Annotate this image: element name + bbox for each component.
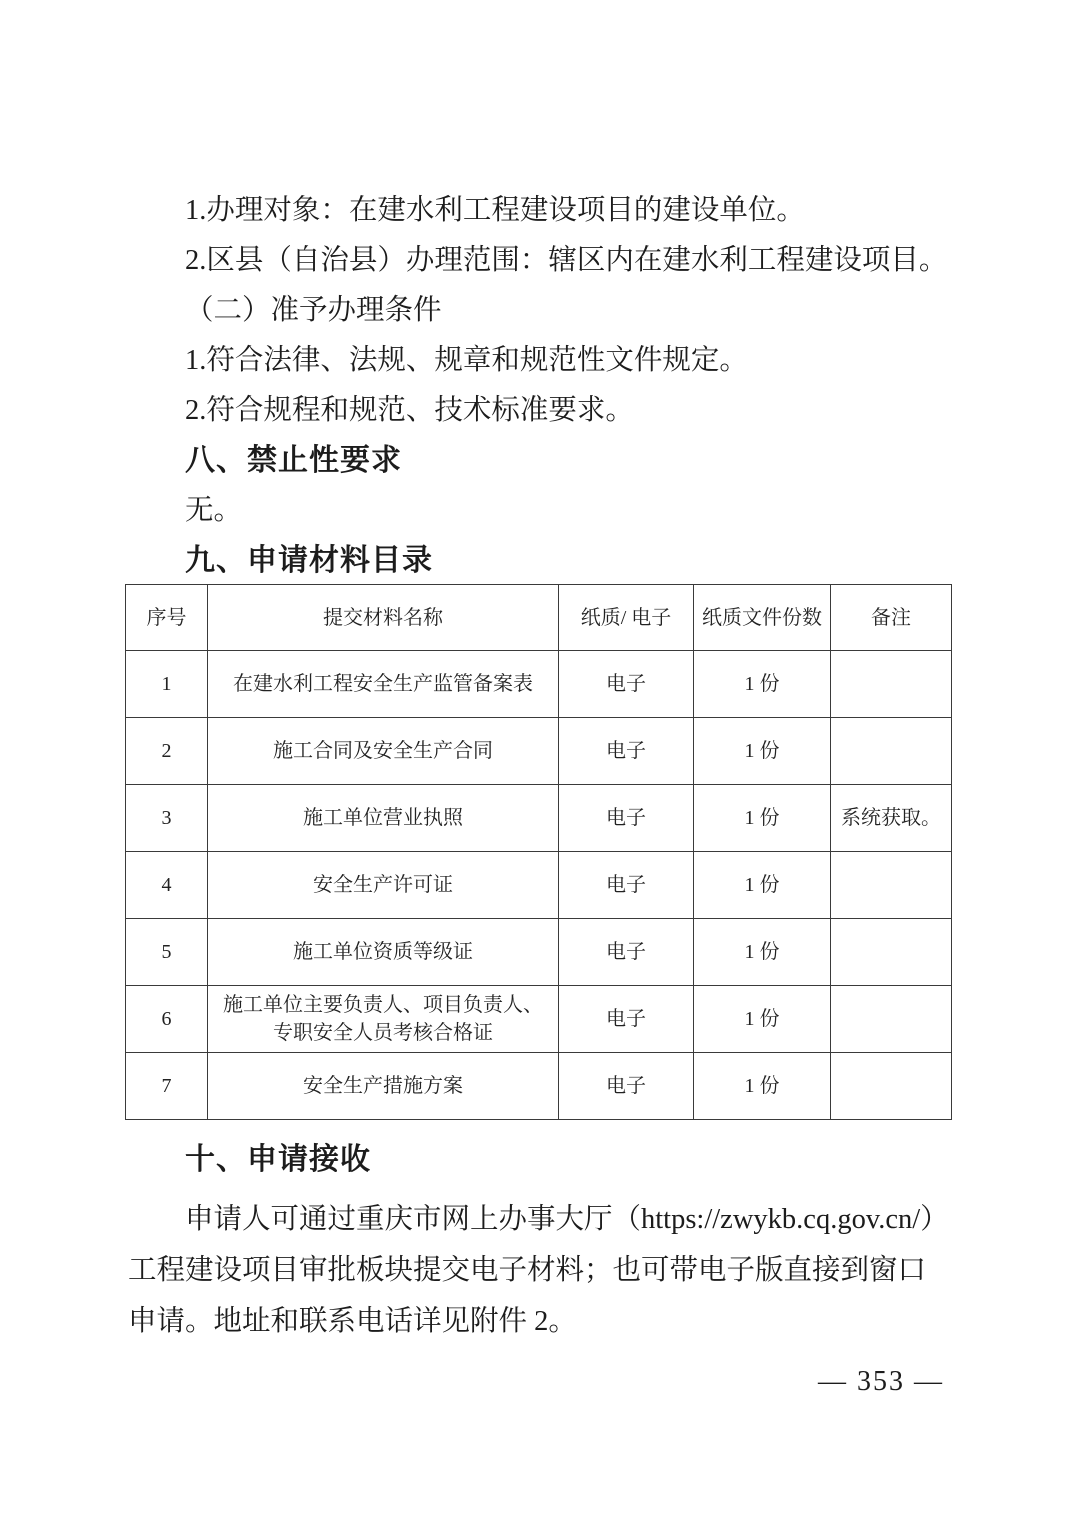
cell-number: 7: [126, 1053, 208, 1120]
cell-copies: 1 份: [694, 1053, 831, 1120]
cell-remark: [831, 651, 952, 718]
cell-number: 6: [126, 986, 208, 1053]
table-row: [126, 986, 952, 1053]
table-row: [126, 785, 952, 852]
table-row: [126, 1053, 952, 1120]
cell-number: 4: [126, 852, 208, 919]
cell-medium: 电子: [559, 986, 694, 1053]
cell-remark: [831, 919, 952, 986]
heading-section-8-prohibitions: 八、禁止性要求: [185, 444, 402, 477]
cell-copies: 1 份: [694, 718, 831, 785]
cell-medium: 电子: [559, 718, 694, 785]
cell-remark: [831, 1053, 952, 1120]
cell-name: 安全生产许可证: [208, 852, 559, 919]
cell-number: 2: [126, 718, 208, 785]
cell-medium: 电子: [559, 919, 694, 986]
page-number: — 353 —: [818, 1366, 944, 1397]
paragraph-application-channel-line-2: 工程建设项目审批板块提交电子材料；也可带电子版直接到窗口: [128, 1255, 927, 1286]
paragraph-handling-target: 1.办理对象：在建水利工程建设项目的建设单位。: [185, 195, 805, 226]
section-10-block: [128, 1135, 954, 1347]
paragraph-condition-2: 2.符合规程和规范、技术标准要求。: [185, 395, 634, 426]
cell-remark: [831, 986, 952, 1053]
table-row: [126, 919, 952, 986]
header-cell-medium: 纸质/ 电子: [559, 585, 694, 651]
header-cell-number: 序号: [126, 585, 208, 651]
paragraph-district-scope: 2.区县（自治县）办理范围：辖区内在建水利工程建设项目。: [185, 245, 948, 276]
subheading-approval-conditions: （二）准予办理条件: [185, 295, 442, 326]
cell-remark: [831, 852, 952, 919]
header-cell-remark: 备注: [831, 585, 952, 651]
table-header-row: [126, 585, 952, 651]
header-cell-name: 提交材料名称: [208, 585, 559, 651]
cell-remark: 系统获取。: [831, 785, 952, 852]
cell-medium: 电子: [559, 1053, 694, 1120]
cell-copies: 1 份: [694, 919, 831, 986]
cell-name: 施工单位主要负责人、项目负责人、专职安全人员考核合格证: [208, 986, 559, 1053]
cell-copies: 1 份: [694, 785, 831, 852]
cell-number: 3: [126, 785, 208, 852]
table-row: [126, 852, 952, 919]
cell-remark: [831, 718, 952, 785]
body-text-block: [128, 186, 954, 586]
header-cell-copies: 纸质文件份数: [694, 585, 831, 651]
heading-section-9-materials: 九、申请材料目录: [185, 544, 433, 577]
cell-name: 施工单位营业执照: [208, 785, 559, 852]
cell-number: 1: [126, 651, 208, 718]
paragraph-none: 无。: [185, 495, 243, 526]
paragraph-condition-1: 1.符合法律、法规、规章和规范性文件规定。: [185, 345, 748, 376]
cell-medium: 电子: [559, 852, 694, 919]
cell-name: 安全生产措施方案: [208, 1053, 559, 1120]
cell-number: 5: [126, 919, 208, 986]
cell-medium: 电子: [559, 651, 694, 718]
paragraph-application-channel-line-3: 申请。地址和联系电话详见附件 2。: [128, 1306, 577, 1337]
table-row: [126, 651, 952, 718]
paragraph-application-channel-line-1: 申请人可通过重庆市网上办事大厅（https://zwykb.cq.gov.cn/）: [185, 1204, 949, 1235]
materials-table: [125, 584, 952, 1120]
cell-name: 施工合同及安全生产合同: [208, 718, 559, 785]
cell-copies: 1 份: [694, 651, 831, 718]
cell-name: 在建水利工程安全生产监管备案表: [208, 651, 559, 718]
cell-medium: 电子: [559, 785, 694, 852]
heading-section-10-application-receipt: 十、申请接收: [185, 1143, 371, 1176]
cell-copies: 1 份: [694, 986, 831, 1053]
cell-copies: 1 份: [694, 852, 831, 919]
table-row: [126, 718, 952, 785]
cell-name: 施工单位资质等级证: [208, 919, 559, 986]
